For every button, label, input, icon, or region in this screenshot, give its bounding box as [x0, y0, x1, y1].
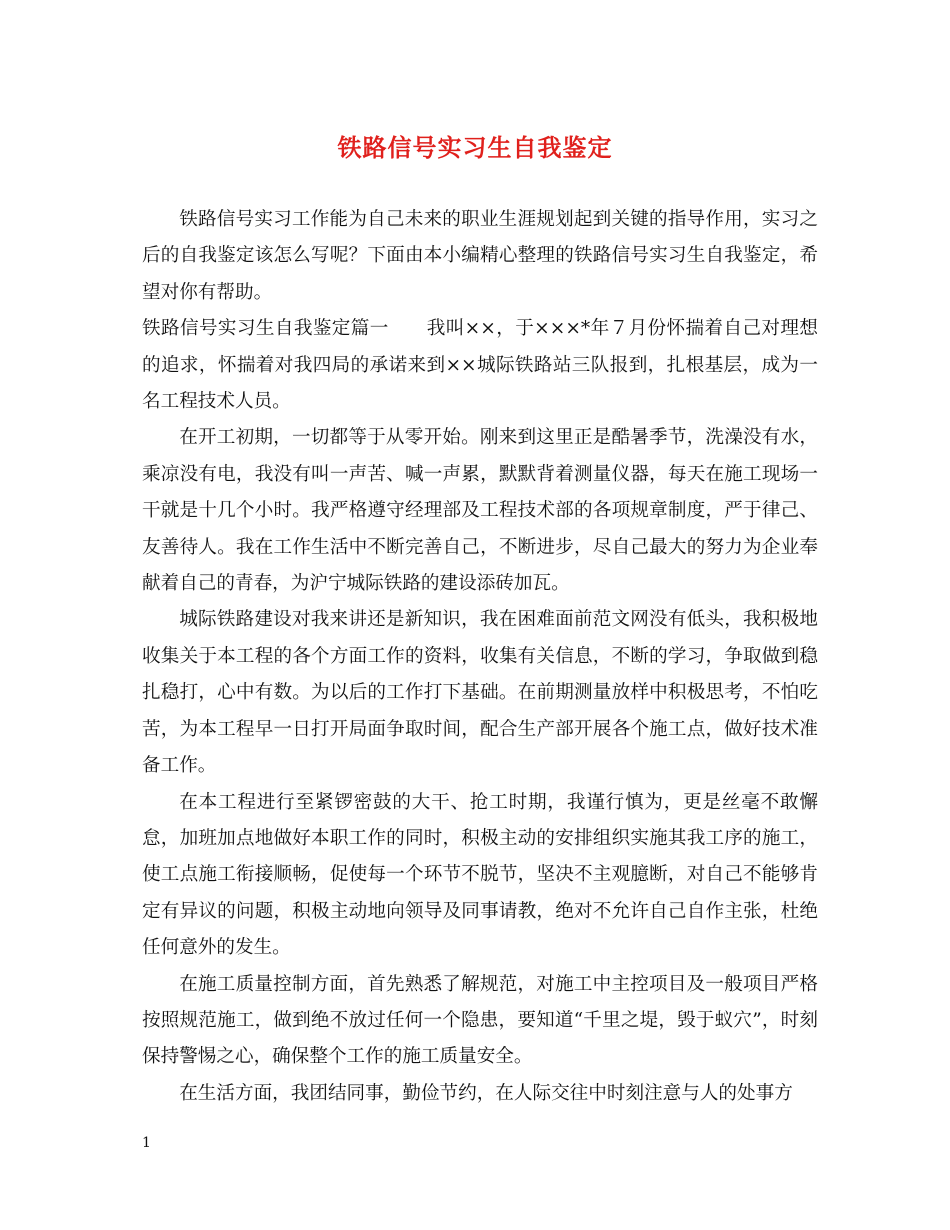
paragraph-early-work: 在开工初期，一切都等于从零开始。刚来到这里正是酷暑季节，洗澡没有水，乘凉没有电，我没有叫一声苦、喊一声累，默默背着测量仪器，每天在施工现场一干就是十几个小时。我严格遵守经理部及工程技术部的各项规章制度，严于律己、友善待人。我在工作生活中不断完善自己，不断进步，尽自己最大的努力为企业奉献着自己的青春，为沪宁城际铁路的建设添砖加瓦。	[142, 427, 818, 595]
paragraph-rush-period: 在本工程进行至紧锣密鼓的大干、抢工时期，我谨行慎为，更是丝毫不敢懈怠，加班加点地做好本职工作的同时，积极主动的安排组织实施其我工序的施工，使工点施工衔接顺畅，促使每一个环节不脱节，坚决不主观臆断，对自己不能够肯定有异议的问题，积极主动地向领导及同事请教，绝对不允许自己自作主张，杜绝任何意外的发生。	[142, 791, 818, 959]
paragraph-quality-control: 在施工质量控制方面，首先熟悉了解规范，对施工中主控项目及一般项目严格按照规范施工，做到绝不放过任何一个隐患，要知道“千里之堤，毁于蚁穴”，时刻保持警惕之心，确保整个工作的施工质量安全。	[142, 973, 818, 1068]
document-body	[142, 202, 818, 1112]
page-number: 1	[142, 1135, 151, 1151]
paragraph-life: 在生活方面，我团结同事，勤俭节约，在人际交往中时刻注意与人的处事方	[179, 1082, 793, 1104]
paragraph-section-one: 铁路信号实习生自我鉴定篇一 我叫××，于×××*年７月份怀揣着自己对理想的追求，怀揣着对我四局的承诺来到××城际铁路站三队报到，扎根基层，成为一名工程技术人员。	[142, 318, 818, 413]
paragraph-intro: 铁路信号实习工作能为自己未来的职业生涯规划起到关键的指导作用，实习之后的自我鉴定该怎么写呢？下面由本小编精心整理的铁路信号实习生自我鉴定，希望对你有帮助。	[142, 209, 818, 303]
document-title: 铁路信号实习生自我鉴定	[337, 133, 613, 162]
paragraph-learning: 城际铁路建设对我来讲还是新知识，我在困难面前范文网没有低头，我积极地收集关于本工程的各个方面工作的资料，收集有关信息，不断的学习，争取做到稳扎稳打，心中有数。为以后的工作打下基础。在前期测量放样中积极思考，不怕吃苦，为本工程早一日打开局面争取时间，配合生产部开展各个施工点，做好技术准备工作。	[142, 609, 818, 777]
